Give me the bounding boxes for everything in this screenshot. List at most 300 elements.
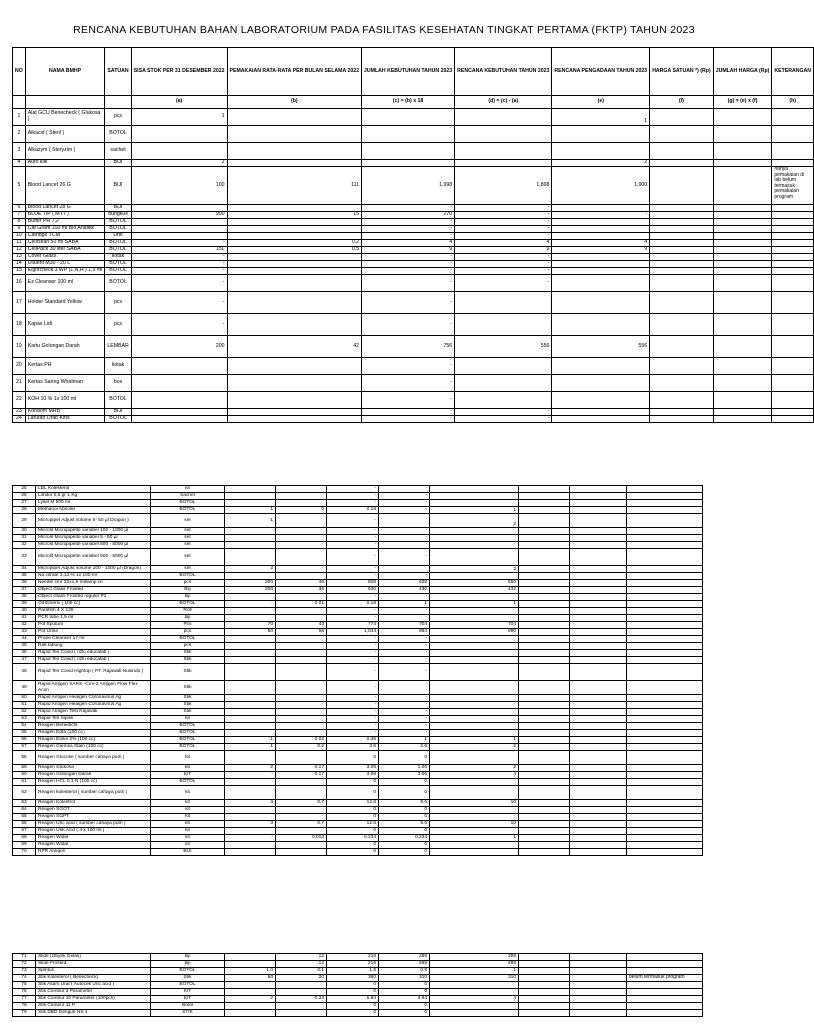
table-cell: 0 bbox=[327, 751, 379, 765]
table-cell bbox=[627, 573, 703, 580]
table-cell: 50 bbox=[13, 695, 36, 702]
table-cell: 43 bbox=[13, 629, 36, 636]
table-cell: 0.8 bbox=[379, 968, 430, 975]
table-cell: 68 bbox=[13, 835, 36, 842]
table-cell: KIT bbox=[151, 772, 225, 779]
table-cell bbox=[570, 566, 627, 573]
table-cell: 1,898 bbox=[455, 167, 552, 205]
table-cell bbox=[552, 205, 650, 212]
table-cell: - bbox=[455, 409, 552, 416]
table-cell bbox=[570, 549, 627, 566]
table-cell bbox=[570, 664, 627, 681]
table-cell bbox=[276, 842, 327, 849]
table-cell bbox=[519, 587, 570, 594]
table-cell: - bbox=[379, 723, 430, 730]
table-cell: sachet bbox=[105, 143, 131, 160]
table-cell: 430 bbox=[379, 587, 430, 594]
table-cell bbox=[276, 751, 327, 765]
table-cell bbox=[713, 314, 772, 336]
table-cell bbox=[227, 292, 362, 314]
table-continued-2 bbox=[12, 953, 703, 1017]
table-cell: Botol bbox=[151, 1003, 225, 1010]
table-cell: Reagen Golongan Darah bbox=[36, 772, 151, 779]
table-cell: 0.33 bbox=[276, 996, 327, 1003]
table-cell bbox=[276, 989, 327, 996]
table-cell bbox=[225, 650, 276, 657]
table-cell: set bbox=[151, 549, 225, 566]
table-cell: biji bbox=[151, 615, 225, 622]
table-cell bbox=[227, 109, 362, 126]
table-cell bbox=[552, 143, 650, 160]
table-cell bbox=[131, 219, 227, 226]
table-cell bbox=[570, 954, 627, 961]
table-cell: - bbox=[362, 226, 455, 233]
table-cell bbox=[713, 143, 772, 160]
table-cell: 310 bbox=[379, 975, 430, 982]
table-cell: Kit bbox=[151, 814, 225, 821]
table-cell: - bbox=[379, 493, 430, 500]
table-cell: 984 bbox=[379, 629, 430, 636]
table-cell bbox=[570, 615, 627, 622]
table-cell: Kartu Golongan Darah bbox=[25, 336, 105, 358]
table-cell bbox=[225, 1003, 276, 1010]
table-cell bbox=[627, 622, 703, 629]
table-cell bbox=[519, 664, 570, 681]
table-cell: Cover Glass bbox=[25, 254, 105, 261]
table-cell: - bbox=[379, 615, 430, 622]
table-cell: - bbox=[327, 657, 379, 664]
table-cell: 71 bbox=[13, 954, 36, 961]
table-cell: 200 bbox=[225, 580, 276, 587]
table-cell: Reagen Uric acid ( sumber cahaya putri ) bbox=[36, 821, 151, 828]
table-cell: 216 bbox=[327, 954, 379, 961]
table-cell: 70 bbox=[13, 849, 36, 856]
table-cell: 0 bbox=[379, 989, 430, 996]
table-cell: - bbox=[327, 615, 379, 622]
table-cell bbox=[276, 573, 327, 580]
table-cell: 0 bbox=[327, 1010, 379, 1017]
table-cell bbox=[650, 143, 714, 160]
table-cell: BOTOL bbox=[151, 744, 225, 751]
table-cell: 3 bbox=[225, 821, 276, 828]
table-cell bbox=[225, 535, 276, 542]
table-cell: Pot Urine bbox=[36, 629, 151, 636]
table-cell: Buffer PH 7,2 bbox=[25, 219, 105, 226]
table-cell: 28 bbox=[13, 507, 36, 514]
table-cell: 4 bbox=[455, 240, 552, 247]
table-cell: 56 bbox=[13, 737, 36, 744]
table-cell bbox=[650, 233, 714, 240]
table-cell bbox=[519, 730, 570, 737]
table-cell bbox=[455, 314, 552, 336]
table-cell: Reagen Glukosa bbox=[36, 765, 151, 772]
table-cell bbox=[627, 1003, 703, 1010]
table-row bbox=[13, 989, 703, 996]
table-cell: 0 bbox=[379, 1003, 430, 1010]
table-cell: 0 bbox=[379, 807, 430, 814]
table-row bbox=[13, 247, 814, 254]
table-cell: 15L bbox=[131, 247, 227, 254]
table-row bbox=[13, 126, 814, 143]
table-cell bbox=[131, 126, 227, 143]
table-cell bbox=[650, 261, 714, 268]
table-cell bbox=[713, 416, 772, 423]
table-cell bbox=[430, 849, 519, 856]
table-cell: - bbox=[327, 608, 379, 615]
table-cell bbox=[519, 709, 570, 716]
table-cell bbox=[519, 835, 570, 842]
table-cell: 1 bbox=[379, 737, 430, 744]
table-cell bbox=[430, 493, 519, 500]
table-cell bbox=[225, 528, 276, 535]
table-cell bbox=[227, 358, 362, 375]
table-cell bbox=[519, 643, 570, 650]
table-row bbox=[13, 1010, 703, 1017]
table-cell: 0.17 bbox=[276, 772, 327, 779]
table-cell bbox=[570, 723, 627, 730]
table-cell: 58 bbox=[13, 751, 36, 765]
table-cell: 21 bbox=[13, 375, 26, 392]
table-cell: Rapid Antigen Healgen Coronavirus Ag bbox=[36, 695, 151, 702]
table-row bbox=[13, 954, 703, 961]
table-cell: Reagen Benedicht bbox=[36, 723, 151, 730]
table-cell bbox=[552, 226, 650, 233]
table-cell: 288 bbox=[379, 961, 430, 968]
table-cell: 1,044 bbox=[327, 629, 379, 636]
table-cell: 3 bbox=[225, 800, 276, 807]
table-row bbox=[13, 608, 703, 615]
table-cell: 2 bbox=[430, 566, 519, 573]
table-cell bbox=[627, 723, 703, 730]
table-cell bbox=[225, 594, 276, 601]
table-cell: Reagen Eosin 2% (100 cc) bbox=[36, 737, 151, 744]
table-cell: Reagen Glucose ( sumber cahaya putri ) bbox=[36, 751, 151, 765]
table-cell bbox=[627, 1010, 703, 1017]
table-cell bbox=[772, 109, 814, 126]
table-cell bbox=[519, 622, 570, 629]
table-cell bbox=[225, 779, 276, 786]
table-cell: box bbox=[105, 375, 131, 392]
table-cell bbox=[627, 608, 703, 615]
table-cell bbox=[519, 842, 570, 849]
table-cell: biji bbox=[151, 961, 225, 968]
table-cell: - bbox=[379, 636, 430, 643]
table-row bbox=[13, 486, 703, 493]
table-cell bbox=[650, 160, 714, 167]
table-cell: Oil Emersi ( 100 cc) bbox=[36, 601, 151, 608]
table-cell: - bbox=[379, 716, 430, 723]
table-cell: 2 bbox=[225, 765, 276, 772]
table-cell bbox=[227, 143, 362, 160]
table-cell bbox=[552, 261, 650, 268]
table-cell bbox=[627, 650, 703, 657]
table-row bbox=[13, 292, 814, 314]
table-cell bbox=[570, 643, 627, 650]
table-cell bbox=[627, 744, 703, 751]
table-cell: - bbox=[379, 573, 430, 580]
table-cell bbox=[552, 275, 650, 292]
table-cell: Alkacid ( Steril ) bbox=[25, 126, 105, 143]
table-cell bbox=[772, 226, 814, 233]
table-cell: 1 bbox=[552, 109, 650, 126]
table-cell: kit bbox=[151, 716, 225, 723]
table-cell bbox=[276, 681, 327, 695]
table-cell: biji bbox=[151, 954, 225, 961]
table-cell bbox=[225, 493, 276, 500]
table-cell: - bbox=[379, 664, 430, 681]
table-cell bbox=[227, 416, 362, 423]
table-cell bbox=[131, 205, 227, 212]
table-cell bbox=[713, 247, 772, 254]
column-code: (d) = (c) - (a) bbox=[455, 96, 552, 109]
table-cell bbox=[379, 566, 430, 573]
table-cell: 1 bbox=[13, 109, 26, 126]
table-cell bbox=[772, 416, 814, 423]
table-cell bbox=[627, 549, 703, 566]
table-cell: Kertas PH bbox=[25, 358, 105, 375]
table-cell: - bbox=[455, 212, 552, 219]
table-cell: 10 bbox=[430, 800, 519, 807]
table-cell bbox=[430, 1010, 519, 1017]
table-cell bbox=[225, 828, 276, 835]
table-cell: 828 bbox=[327, 580, 379, 587]
table-cell bbox=[627, 751, 703, 765]
column-header: KETERANGAN bbox=[772, 48, 814, 96]
table-cell: pcs bbox=[151, 580, 225, 587]
table-cell bbox=[276, 594, 327, 601]
table-cell: - bbox=[455, 233, 552, 240]
table-row bbox=[13, 493, 703, 500]
table-cell bbox=[713, 358, 772, 375]
column-header: JUMLAH KEBUTUHAN TAHUN 2023 bbox=[362, 48, 455, 96]
table-cell bbox=[552, 126, 650, 143]
table-cell bbox=[430, 615, 519, 622]
table-cell: - bbox=[131, 240, 227, 247]
table-cell: Stik bbox=[151, 695, 225, 702]
table-cell: 1,900 bbox=[552, 167, 650, 205]
table-cell: 556 bbox=[552, 336, 650, 358]
table-cell: 0 bbox=[379, 828, 430, 835]
table-cell bbox=[430, 702, 519, 709]
table-row bbox=[13, 622, 703, 629]
table-cell bbox=[276, 709, 327, 716]
table-cell: BOTOL bbox=[105, 275, 131, 292]
table-cell bbox=[627, 716, 703, 723]
table-cell: - bbox=[327, 486, 379, 493]
table-cell bbox=[276, 786, 327, 800]
table-cell bbox=[430, 989, 519, 996]
table-cell: 1 bbox=[225, 744, 276, 751]
table-cell bbox=[627, 730, 703, 737]
table-cell: Diluent M30 - 20 L bbox=[25, 261, 105, 268]
table-cell: BOTOL bbox=[151, 737, 225, 744]
table-cell bbox=[552, 254, 650, 261]
table-cell bbox=[227, 261, 362, 268]
table-cell bbox=[430, 723, 519, 730]
table-cell bbox=[276, 814, 327, 821]
table-cell: - bbox=[362, 292, 455, 314]
table-row bbox=[13, 807, 703, 814]
table-cell: BOTOL bbox=[105, 261, 131, 268]
table-cell: KOH 10 % 1x 100 ml bbox=[25, 392, 105, 409]
table-cell: 48 bbox=[13, 664, 36, 681]
table-cell: - bbox=[327, 528, 379, 535]
table-cell bbox=[772, 233, 814, 240]
table-cell bbox=[772, 358, 814, 375]
table-row bbox=[13, 961, 703, 968]
table-cell: 60 bbox=[13, 772, 36, 779]
table-cell: 54 bbox=[13, 723, 36, 730]
table-cell: 50 bbox=[225, 975, 276, 982]
table-cell bbox=[519, 723, 570, 730]
table-cell bbox=[772, 268, 814, 275]
table-cell bbox=[570, 982, 627, 989]
table-cell bbox=[430, 982, 519, 989]
table-cell: 0.013 bbox=[276, 835, 327, 842]
table-cell bbox=[519, 601, 570, 608]
table-cell: - bbox=[327, 542, 379, 549]
table-cell: Rapid Antigen SARS -CoV-2 Antigen Flow Flex Acon bbox=[36, 681, 151, 695]
table-cell bbox=[570, 835, 627, 842]
table-cell: Reagen kolesterol ( sumber cahaya putri ) bbox=[36, 786, 151, 800]
table-cell: Rapid Tes Sipilis bbox=[36, 716, 151, 723]
table-cell bbox=[627, 996, 703, 1003]
table-cell bbox=[519, 695, 570, 702]
table-cell: - bbox=[379, 709, 430, 716]
table-cell bbox=[362, 126, 455, 143]
table-cell: 74 bbox=[13, 975, 36, 982]
table-cell bbox=[570, 849, 627, 856]
table-cell: 0 bbox=[379, 982, 430, 989]
table-cell: - bbox=[327, 709, 379, 716]
table-cell: - bbox=[327, 681, 379, 695]
table-cell bbox=[430, 1003, 519, 1010]
table-row bbox=[13, 643, 703, 650]
table-cell: 20 bbox=[13, 358, 26, 375]
table-cell: BOTOL bbox=[105, 247, 131, 254]
table-cell: 12 bbox=[276, 954, 327, 961]
column-header: SISA STOK PER 31 DESEMBER 2022 bbox=[131, 48, 227, 96]
table-row bbox=[13, 1003, 703, 1010]
table-cell bbox=[570, 542, 627, 549]
table-cell: 79 bbox=[13, 1010, 36, 1017]
table-cell: - bbox=[362, 375, 455, 392]
table-cell: 0 bbox=[379, 814, 430, 821]
table-cell bbox=[519, 737, 570, 744]
table-cell bbox=[772, 292, 814, 314]
table-cell: 0.2 bbox=[227, 240, 362, 247]
table-cell bbox=[519, 636, 570, 643]
table-cell bbox=[713, 212, 772, 219]
table-row bbox=[13, 835, 703, 842]
table-cell: - bbox=[379, 528, 430, 535]
table-cell: PCR tube 1,5 ml bbox=[36, 615, 151, 622]
table-cell: 650 bbox=[430, 580, 519, 587]
table-cell bbox=[519, 681, 570, 695]
table-cell bbox=[225, 807, 276, 814]
table-cell: - bbox=[362, 275, 455, 292]
table-cell bbox=[650, 358, 714, 375]
table-cell bbox=[276, 779, 327, 786]
table-cell: 75 bbox=[13, 982, 36, 989]
table-cell: 288 bbox=[430, 954, 519, 961]
column-code: (c) = (b) x 18 bbox=[362, 96, 455, 109]
table-cell: 12.6 bbox=[327, 821, 379, 828]
table-cell: - bbox=[379, 507, 430, 514]
table-cell: 70 bbox=[225, 622, 276, 629]
table-cell bbox=[276, 650, 327, 657]
table-cell bbox=[519, 716, 570, 723]
table-cell: 111 bbox=[227, 167, 362, 205]
table-cell: BIJI bbox=[105, 167, 131, 205]
table-cell: 22 bbox=[13, 392, 26, 409]
table-cell bbox=[519, 772, 570, 779]
table-cell bbox=[225, 542, 276, 549]
column-code bbox=[105, 96, 131, 109]
table-cell: 1 bbox=[131, 109, 227, 126]
table-cell bbox=[650, 392, 714, 409]
table-cell bbox=[519, 608, 570, 615]
table-cell: kit bbox=[151, 807, 225, 814]
table-cell: Stik Combur 11 P bbox=[36, 1003, 151, 1010]
column-code: (b) bbox=[227, 96, 362, 109]
table-cell bbox=[430, 643, 519, 650]
table-cell: 0.5 bbox=[227, 247, 362, 254]
table-cell: BOTOL bbox=[151, 573, 225, 580]
table-row bbox=[13, 657, 703, 664]
table-cell bbox=[713, 160, 772, 167]
table-cell: - bbox=[362, 254, 455, 261]
table-cell: - bbox=[327, 514, 379, 528]
table-cell bbox=[430, 500, 519, 507]
table-cell: 47 bbox=[13, 657, 36, 664]
table-cell: kit bbox=[151, 821, 225, 828]
table-cell bbox=[627, 807, 703, 814]
table-cell: - bbox=[455, 254, 552, 261]
table-cell: 3.06 bbox=[379, 772, 430, 779]
table-cell: - bbox=[327, 566, 379, 573]
table-cell bbox=[552, 358, 650, 375]
table-cell: pcs bbox=[105, 292, 131, 314]
table-row bbox=[13, 566, 703, 573]
table-cell bbox=[552, 392, 650, 409]
table-cell: - bbox=[327, 664, 379, 681]
table-cell: BOTOL bbox=[151, 779, 225, 786]
table-row bbox=[13, 167, 814, 205]
table-cell: - bbox=[362, 409, 455, 416]
table-cell bbox=[627, 657, 703, 664]
table-cell bbox=[227, 268, 362, 275]
table-cell bbox=[570, 996, 627, 1003]
table-cell: 13 bbox=[13, 254, 26, 261]
table-cell: 38 bbox=[13, 594, 36, 601]
table-cell: 12.6 bbox=[327, 800, 379, 807]
table-cell: Reagen SGPT bbox=[36, 814, 151, 821]
table-row bbox=[13, 233, 814, 240]
table-cell: - bbox=[362, 205, 455, 212]
table-cell: - bbox=[379, 486, 430, 493]
table-cell: pcs bbox=[105, 109, 131, 126]
table-cell: Reagen HCL 0,1 N (100 cc) bbox=[36, 779, 151, 786]
table-cell: CellPack 30 liter SABA bbox=[25, 247, 105, 254]
table-cell bbox=[276, 566, 327, 573]
table-cell: BOTOL bbox=[151, 723, 225, 730]
table-cell bbox=[627, 566, 703, 573]
table-cell: BIJI bbox=[105, 205, 131, 212]
table-cell: 2 bbox=[552, 160, 650, 167]
table-cell bbox=[570, 622, 627, 629]
table-cell bbox=[227, 233, 362, 240]
